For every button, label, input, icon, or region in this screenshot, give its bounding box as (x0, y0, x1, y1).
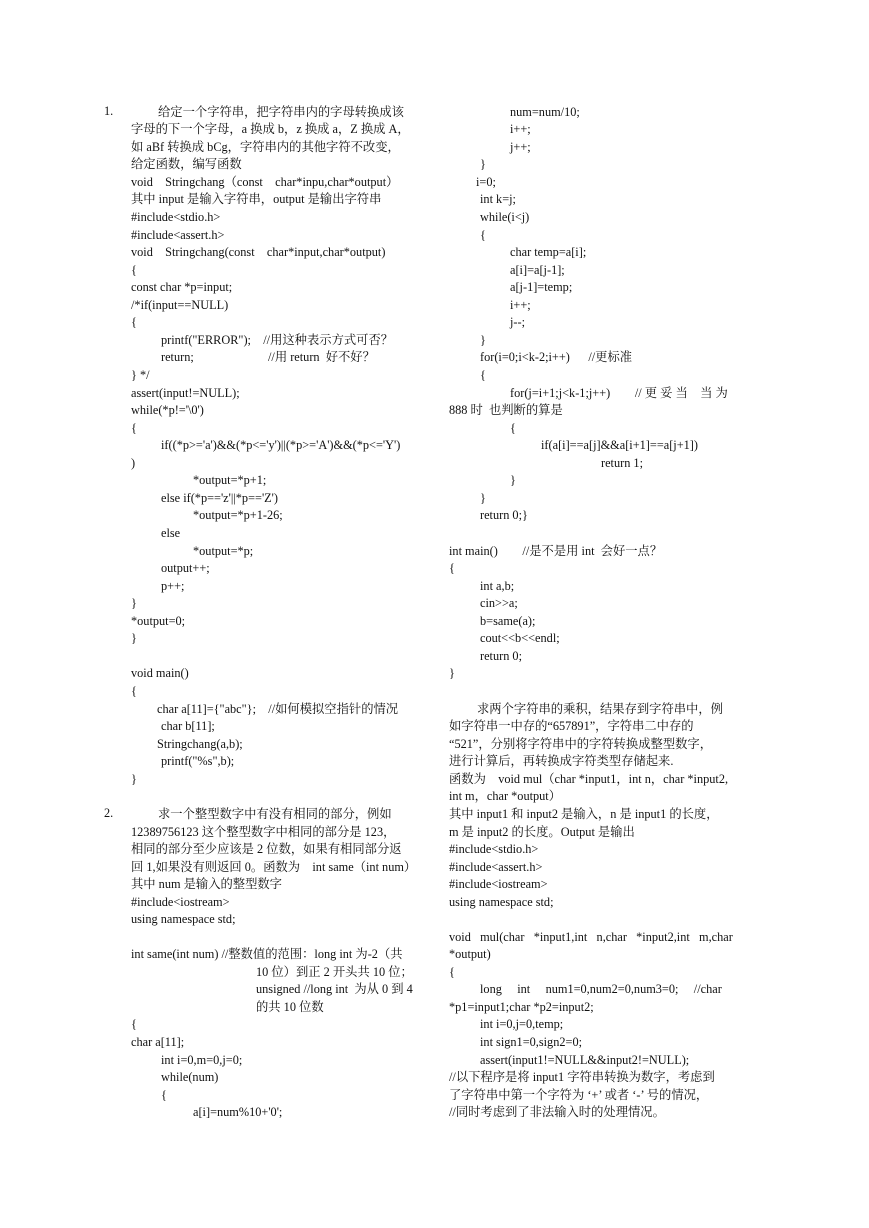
text-line: 的共 10 位数 (256, 1000, 324, 1014)
text-line: char a[11]={"abc"}; //如何模拟空指针的情况 (157, 702, 399, 716)
text-line: int main() //是不是用 int 会好一点？ (449, 544, 663, 558)
text-line: #include<stdio.h> (131, 210, 221, 224)
text-line: char a[11]; (131, 1035, 185, 1049)
text-line: int i=0,m=0,j=0; (161, 1053, 243, 1067)
text-line: #include<iostream> (449, 877, 548, 891)
text-line: unsigned //long int 为从 0 到 4 (256, 982, 413, 996)
text-line: *output) (449, 947, 491, 961)
text-line: int k=j; (480, 192, 516, 206)
text-line: assert(input1!=NULL&&input2!=NULL); (480, 1053, 690, 1067)
text-line: 了字符串中第一个字符为 ‘+’ 或者 ‘-’ 号的情况， (449, 1088, 709, 1102)
text-line: //用 return 好不好？ (268, 350, 375, 364)
text-line: *output=*p+1-26; (193, 508, 283, 522)
text-line: *output=0; (131, 614, 186, 628)
text-line: { (131, 263, 137, 277)
text-line: { (449, 561, 455, 575)
text-line: printf("ERROR"); //用这种表示方式可否？ (161, 333, 394, 347)
text-line: else if(*p=='z'||*p=='Z') (161, 491, 278, 505)
text-line: //以下程序是将 input1 字符串转换为数字，考虑到 (449, 1070, 715, 1084)
text-line: { (449, 965, 455, 979)
text-line: } (131, 631, 137, 645)
text-line: 如 aBf 转换成 bCg，字符串内的其他字符不改变， (131, 140, 400, 154)
text-line: b=same(a); (480, 614, 536, 628)
text-line: void Stringchang（const char*inpu,char*output） (131, 175, 399, 189)
text-line: const char *p=input; (131, 280, 233, 294)
text-line: { (480, 368, 486, 382)
text-line: else (161, 526, 181, 540)
text-line: 其中 input 是输入字符串，output 是输出字符串 (131, 192, 382, 206)
text-line: { (131, 315, 137, 329)
text-line: assert(input!=NULL); (131, 386, 240, 400)
text-line: using namespace std; (131, 912, 236, 926)
text-line: cout<<b<<endl; (480, 631, 560, 645)
text-line: 字母的下一个字母，a 换成 b，z 换成 a，Z 换成 A， (131, 122, 410, 136)
list-number: 1. (104, 104, 114, 118)
text-line: if(a[i]==a[j]&&a[i+1]==a[j+1]) (541, 438, 698, 452)
text-line: int same(int num) //整数值的范围：long int 为-2（共 (131, 947, 403, 961)
text-line: *p1=input1;char *p2=input2; (449, 1000, 594, 1014)
text-line: ) (131, 456, 136, 470)
text-line: while(i<j) (480, 210, 530, 224)
text-line: { (131, 684, 137, 698)
text-line: i=0; (476, 175, 496, 189)
text-line: 如字符串一中存的“657891”，字符串二中存的 (449, 719, 694, 733)
list-number: 2. (104, 806, 114, 820)
text-line: cin>>a; (480, 596, 518, 610)
text-line: while(num) (161, 1070, 219, 1084)
text-line: 进行计算后，再转换成字符类型存储起来. (449, 754, 674, 768)
text-line: if((*p>='a')&&(*p<='y')||(*p>='A')&&(*p<='Y') (161, 438, 401, 452)
text-line: 相同的部分至少应该是 2 位数，如果有相同部分返 (131, 842, 402, 856)
text-line: { (131, 421, 137, 435)
text-line: int m，char *output） (449, 789, 562, 803)
text-line: a[j-1]=temp; (510, 280, 573, 294)
text-line: *output=*p+1; (193, 473, 267, 487)
text-line: for(i=0;i<k-2;i++) //更标准 (480, 350, 633, 364)
text-line: int sign1=0,sign2=0; (480, 1035, 583, 1049)
text-line: a[i]=a[j-1]; (510, 263, 565, 277)
text-line: a[i]=num%10+'0'; (193, 1105, 283, 1119)
text-line: } (510, 473, 516, 487)
text-line: return 0; (480, 649, 523, 663)
text-line: *output=*p; (193, 544, 254, 558)
text-line: void mul(char *input1,int n,char *input2,int m,char (449, 930, 733, 944)
text-line: } (480, 333, 486, 347)
text-line: p++; (161, 579, 185, 593)
text-line: for(j=i+1;j<k-1;j++) // 更 妥 当 当 为 (510, 386, 728, 400)
text-line: int i=0,j=0,temp; (480, 1017, 564, 1031)
text-line: output++; (161, 561, 210, 575)
text-line: using namespace std; (449, 895, 554, 909)
text-line: 函数为 void mul（char *input1，int n，char *input2, (449, 772, 729, 786)
text-line: } (449, 666, 455, 680)
text-line: int a,b; (480, 579, 515, 593)
text-line: } (480, 491, 486, 505)
text-line: printf("%s",b); (161, 754, 235, 768)
text-line: 10 位）到正 2 开头共 10 位； (256, 965, 413, 979)
text-line: char temp=a[i]; (510, 245, 587, 259)
text-line: #include<assert.h> (131, 228, 225, 242)
text-line: { (480, 228, 486, 242)
text-line: return 0;} (480, 508, 528, 522)
text-line: 888 时 也判断的算是 (449, 403, 563, 417)
text-line: return 1; (601, 456, 644, 470)
text-line: void main() (131, 666, 189, 680)
text-line: #include<assert.h> (449, 860, 543, 874)
text-line: //同时考虑到了非法输入时的处理情况。 (449, 1105, 665, 1119)
text-line: 求两个字符串的乘积，结果存到字符串中，例 (477, 702, 723, 716)
text-line: { (131, 1017, 137, 1031)
text-line: return; (161, 350, 194, 364)
text-line: “521”，分别将字符串中的字符转换成整型数字， (449, 737, 713, 751)
text-line: } (480, 157, 486, 171)
text-line: while(*p!='\0') (131, 403, 204, 417)
text-line: /*if(input==NULL) (131, 298, 229, 312)
text-line: 给定一个字符串，把字符串内的字母转换成该 (158, 105, 404, 119)
text-line: 求一个整型数字中有没有相同的部分，例如 (158, 807, 392, 821)
text-line: i++; (510, 298, 531, 312)
text-line: } */ (131, 368, 150, 382)
text-line: #include<stdio.h> (449, 842, 539, 856)
text-line: { (161, 1088, 167, 1102)
text-line: 其中 input1 和 input2 是输入，n 是 input1 的长度， (449, 807, 719, 821)
text-line: j++; (510, 140, 531, 154)
text-line: void Stringchang(const char*input,char*output) (131, 245, 386, 259)
text-line: 12389756123 这个整型数字中相同的部分是 123， (131, 825, 396, 839)
text-line: } (131, 596, 137, 610)
text-line: i++; (510, 122, 531, 136)
text-line: Stringchang(a,b); (157, 737, 243, 751)
text-line: m 是 input2 的长度。Output 是输出 (449, 825, 635, 839)
text-line: char b[11]; (161, 719, 215, 733)
text-line: long int num1=0,num2=0,num3=0; //char (480, 982, 722, 996)
text-line: j--; (510, 315, 526, 329)
text-line: 给定函数，编写函数 (131, 157, 242, 171)
text-line: 回 1,如果没有则返回 0。函数为 int same（int num） (131, 860, 417, 874)
text-line: num=num/10; (510, 105, 580, 119)
text-line: 其中 num 是输入的整型数字 (131, 877, 282, 891)
text-line: } (131, 772, 137, 786)
text-line: #include<iostream> (131, 895, 230, 909)
text-line: { (510, 421, 516, 435)
